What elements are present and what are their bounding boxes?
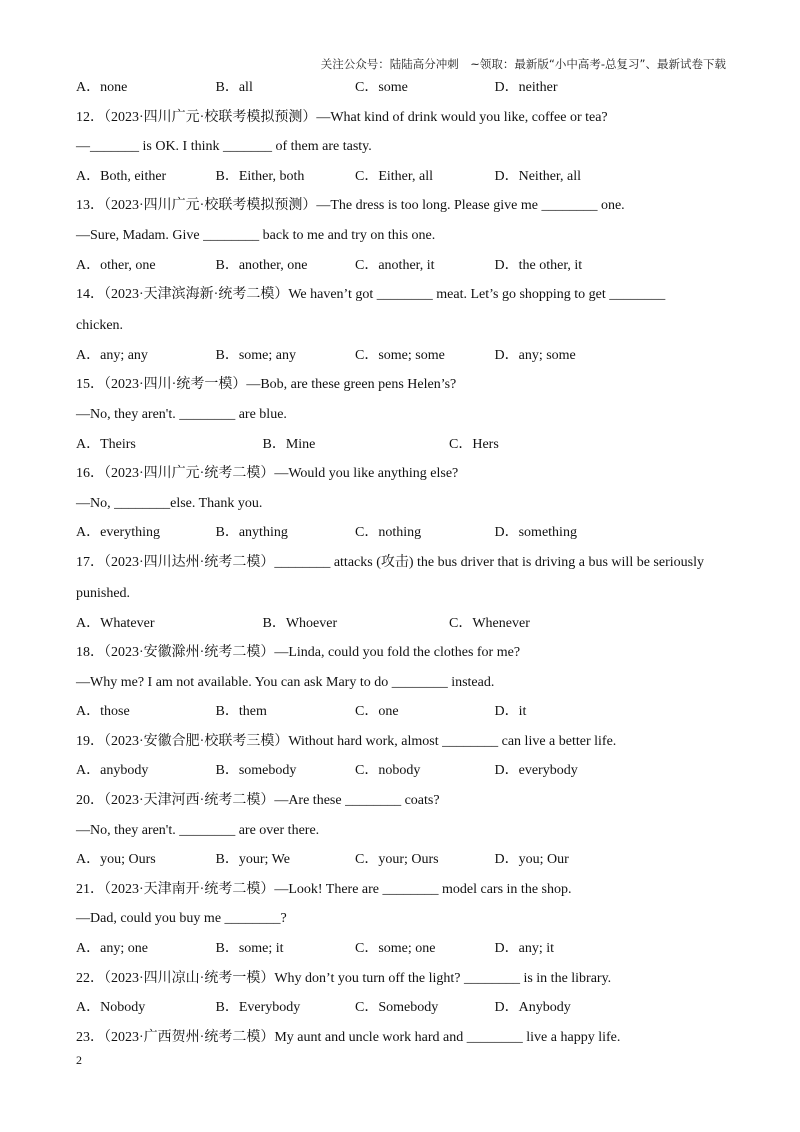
question-17-stem: 17．（2023·四川达州·统考二模）________ attacks (攻击) the bus driver that is driving a bus will be seriously: [76, 554, 704, 570]
option-b: B．Mine: [262, 436, 316, 452]
question-12-options: [76, 168, 736, 198]
option-b: B．some; any: [215, 347, 296, 363]
option-c: C．another, it: [355, 257, 435, 273]
option-a: A．any; one: [76, 941, 148, 957]
option-c: C．nobody: [355, 763, 421, 779]
option-c: C．Hers: [449, 436, 499, 452]
question-13-stem: 13．（2023·四川广元·校联考模拟预测）—The dress is too long. Please give me ________ one.: [76, 198, 625, 214]
question-list: [76, 79, 736, 1058]
option-a: A．those: [76, 704, 130, 720]
option-c: C．one: [355, 704, 399, 720]
question-22-stem: 22．（2023·四川凉山·统考一模）Why don’t you turn off the light? ________ is in the library.: [76, 970, 612, 986]
question-20-response: —No, they aren't. ________ are over there.: [76, 822, 320, 838]
question-20-stem: 20．（2023·天津河西·统考二模）—Are these ________ coats?: [76, 793, 440, 809]
option-a: A．Nobody: [76, 1000, 146, 1016]
question-19-stem: 19．（2023·安徽合肥·校联考三模）Without hard work, almost ________ can live a better life.: [76, 733, 617, 749]
option-d: D．Neither, all: [494, 168, 582, 184]
question-14-stem-cont: chicken.: [76, 318, 124, 334]
question-19-options: [76, 762, 736, 792]
option-a: A．Both, either: [76, 168, 167, 184]
option-d: D．you; Our: [494, 852, 569, 868]
option-a: A．Whatever: [76, 615, 155, 631]
option-b: B．all: [215, 80, 253, 95]
prev-question-options: [76, 79, 736, 109]
option-d: D．everybody: [494, 763, 578, 779]
question-21-stem: 21．（2023·天津南开·统考二模）—Look! There are ________ model cars in the shop.: [76, 881, 572, 897]
question-12-response: —_______ is OK. I think _______ of them are tasty.: [76, 139, 372, 155]
question-23-stem: 23．（2023·广西贺州·统考二模）My aunt and uncle work hard and ________ live a happy life.: [76, 1029, 621, 1045]
question-12-stem: 12．（2023·四川广元·校联考模拟预测）—What kind of drink would you like, coffee or tea?: [76, 109, 608, 125]
question-18-stem: 18．（2023·安徽滁州·统考二模）—Linda, could you fold the clothes for me?: [76, 645, 521, 661]
question-22-options: [76, 999, 736, 1029]
question-16-response: —No, ________else. Thank you.: [76, 495, 263, 511]
option-d: D．the other, it: [494, 257, 583, 273]
option-c: C．Either, all: [355, 168, 433, 184]
option-d: D．something: [494, 525, 577, 541]
option-a: A．other, one: [76, 257, 156, 273]
option-b: B．them: [215, 704, 267, 720]
option-b: B．Everybody: [215, 1000, 301, 1016]
question-14-options: [76, 347, 736, 377]
option-c: C．some: [355, 80, 408, 95]
question-21-options: [76, 940, 736, 970]
option-b: B．somebody: [215, 763, 297, 779]
question-18-response: —Why me? I am not available. You can ask Mary to do ________ instead.: [76, 674, 495, 690]
question-16-stem: 16．（2023·四川广元·统考二模）—Would you like anything else?: [76, 466, 459, 482]
option-b: B．anything: [215, 525, 288, 541]
option-b: B．Either, both: [215, 168, 305, 184]
option-b: B．some; it: [215, 941, 284, 957]
page-header: 关注公众号：陆陆高分冲刺 ~领取：最新版“小中高考-总复习”、最新试卷下载: [320, 57, 726, 71]
option-b: B．another, one: [215, 257, 308, 273]
option-d: D．it: [494, 704, 527, 720]
option-d: D．any; it: [494, 941, 554, 957]
option-d: D．neither: [494, 80, 558, 95]
question-17-options: [76, 615, 736, 645]
page-number: 2: [76, 1053, 82, 1067]
question-14-stem: 14．（2023·天津滨海新·统考二模）We haven’t got ________ meat. Let’s go shopping to get ________: [76, 287, 666, 303]
question-15-options: [76, 436, 736, 466]
option-b: B．your; We: [215, 852, 290, 868]
option-d: D．any; some: [494, 347, 576, 363]
option-d: D．Anybody: [494, 1000, 571, 1016]
option-c: C．some; some: [355, 347, 445, 363]
option-a: A．everything: [76, 525, 160, 541]
option-c: C．some; one: [355, 941, 436, 957]
option-c: C．Whenever: [449, 615, 530, 631]
option-c: C．your; Ours: [355, 852, 439, 868]
question-13-response: —Sure, Madam. Give ________ back to me and try on this one.: [76, 227, 436, 243]
question-20-options: [76, 851, 736, 881]
question-17-stem-cont: punished.: [76, 585, 131, 601]
option-b: B．Whoever: [262, 615, 338, 631]
option-a: A．you; Ours: [76, 852, 156, 868]
option-a: A．none: [76, 80, 128, 95]
question-15-stem: 15．（2023·四川·统考一模）—Bob, are these green pens Helen’s?: [76, 377, 457, 393]
question-21-response: —Dad, could you buy me ________?: [76, 911, 287, 927]
question-15-response: —No, they aren't. ________ are blue.: [76, 406, 287, 422]
option-c: C．Somebody: [355, 1000, 439, 1016]
question-13-options: [76, 257, 736, 287]
question-16-options: [76, 524, 736, 554]
option-a: A．Theirs: [76, 436, 136, 452]
option-c: C．nothing: [355, 525, 422, 541]
option-a: A．any; any: [76, 347, 148, 363]
question-18-options: [76, 703, 736, 733]
option-a: A．anybody: [76, 763, 149, 779]
